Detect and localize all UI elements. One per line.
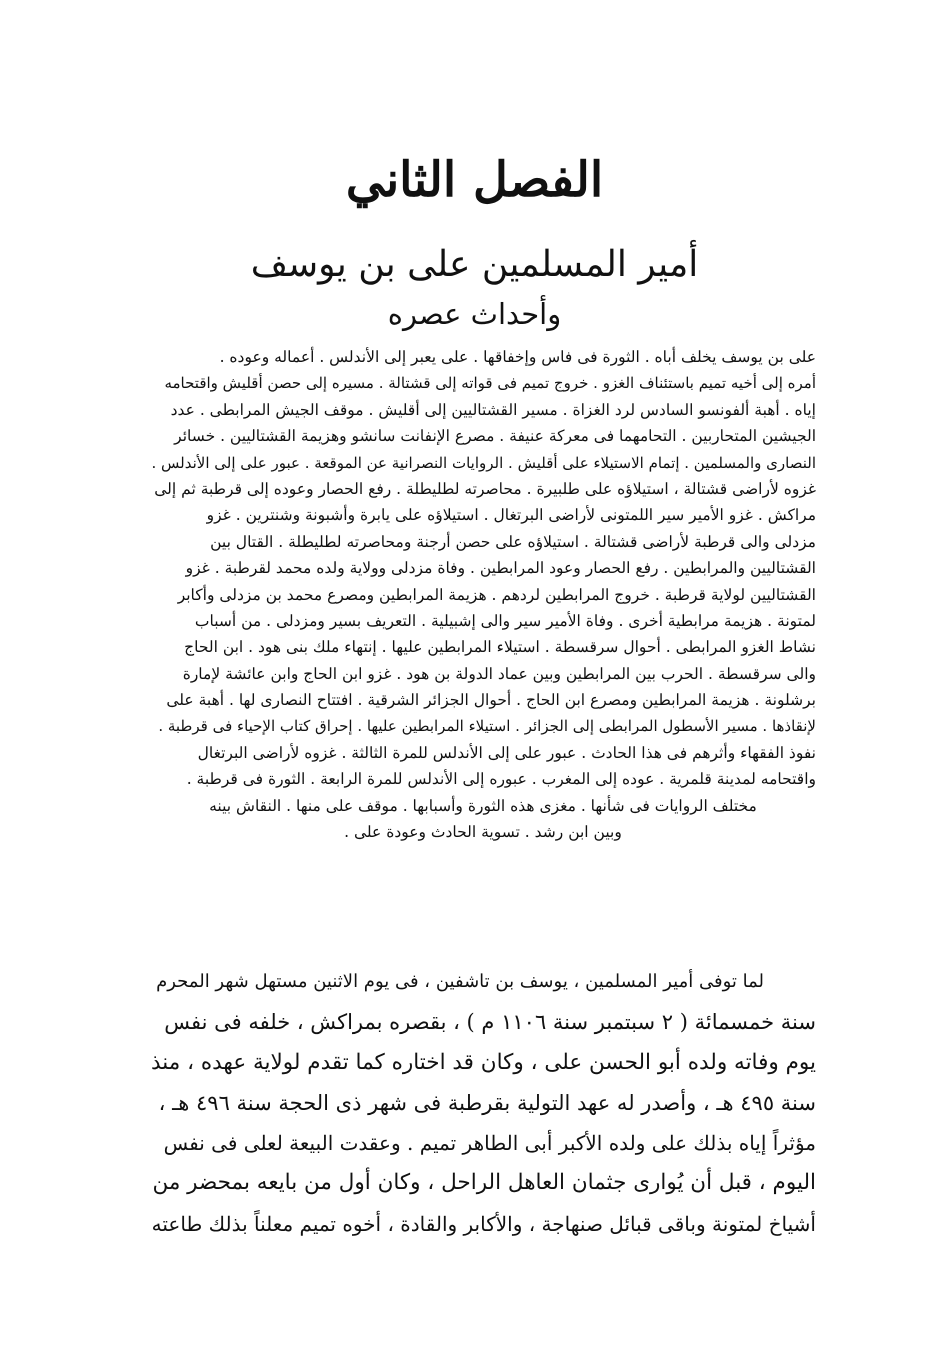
summary-line: برشلونة . هزيمة المرابطين ومصرع ابن الحاج . أحوال الجزائر الشرقية . افتتاح النصارى لها . أهبة على [166, 691, 816, 710]
summary-line: أمره إلى أخيه تميم باستئناف الغزو . خروج تميم فى قواته إلى قشتالة . مسيره إلى حصن أقليش واقتحامه [164, 374, 816, 393]
body-paragraph [150, 962, 816, 1244]
body-line: يوم وفاته ولده أبو الحسن على ، وكان قد اختاره كما تقدم لولاية عهده ، منذ [150, 1049, 816, 1075]
body-line: مؤثراً إياه بذلك على ولده الأكبر أبى الطاهر تميم . وعقدت البيعة لعلى فى نفس [163, 1131, 816, 1156]
body-line: سنة خمسمائة ( ٢ سبتمبر سنة ١١٠٦ م ) ، بقصره بمراكش ، خلفه فى نفس [164, 1010, 816, 1035]
summary-line: نشاط الغزو المرابطى . أحوال سرقسطة . استيلاء المرابطين عليها . إنتهاء ملك بنى هود . ابن الحاج [184, 638, 816, 657]
body-line: لما توفى أمير المسلمين ، يوسف بن تاشفين ، فى يوم الاثنين مستهل شهر المحرم [156, 971, 764, 992]
summary-line: لإنقاذها . مسير الأسطول المرابطى إلى الجزائر . استيلاء المرابطين عليها . إحراق كتاب الإحياء فى قرطبة . [158, 717, 816, 736]
chapter-title: الفصل الثاني [345, 152, 604, 208]
body-line: اليوم ، قبل أن يُوارى جثمان العاهل الراحل ، وكان أول من بايعه بمحضر من [152, 1170, 816, 1196]
summary-line: نفوذ الفقهاء وأثرهم فى هذا الحادث . عبور على إلى الأندلس للمرة الثالثة . غزوه لأراضى البرتغال [197, 743, 816, 762]
summary-line: واقتحامه لمدينة قلمرية . عوده إلى المغرب . عبوره إلى الأندلس للمرة الرابعة . الثورة فى قرطبة . [186, 770, 816, 789]
page-subtitle: وأحداث عصره [387, 297, 562, 331]
chapter-summary [150, 344, 816, 845]
summary-line: لمتونة . هزيمة مرابطية أخرى . وفاة الأمير سير والى إشبيلية . التعريف بسير ومزدلى . من أسباب [194, 611, 816, 630]
body-line: أشياخ لمتونة وباقى قبائل صنهاجة ، والأكابر والقادة ، أخوه تميم معلناً بذلك طاعته [151, 1211, 816, 1236]
body-line: سنة ٤٩٥ هـ ، وأصدر له عهد التولية بقرطبة فى شهر ذى الحجة سنة ٤٩٦ هـ ، [158, 1090, 816, 1115]
summary-line: مزدلى والى قرطبة لأراضى قشتالة . استيلاؤه على حصن أرجنة ومحاصرته لطليطلة . القتال بين [210, 532, 816, 551]
summary-line: وبين ابن رشد . تسوية الحادث وعودة على . [344, 823, 622, 842]
summary-line: مراكش . غزو الأمير سير اللمتونى لأراضى البرتغال . استيلاؤه على يابرة وأشبونة وشنترين . غزو [206, 506, 816, 525]
page-title: أمير المسلمين على بن يوسف [250, 244, 699, 285]
summary-line: القشتاليين لولاية قرطبة . خروج المرابطين لردهم . هزيمة المرابطين ومصرع محمد بن مزدلى وأكابر [177, 585, 816, 604]
summary-line: غزوه لأراضى قشتالة ، استيلاؤه على طلبيرة . محاصرته لطليطلة . رفع الحصار وعوده إلى قرطبة ثم إلى [154, 479, 816, 498]
summary-line: على بن يوسف يخلف أباه . الثورة فى فاس وإخفاقها . على يعبر إلى الأندلس . أعماله وعوده . [219, 348, 816, 366]
summary-line: الجيشين المتحاربين . التحامهما فى معركة عنيفة . مصرع الإنفانت سانشو وهزيمة القشتاليين . خسائر [174, 427, 816, 446]
summary-line: القشتاليين والمرابطين . رفع الحصار وعود المرابطين . وفاة مزدلى وولاية ولده محمد لقرطبة . غزو [185, 559, 816, 578]
summary-line: مختلف الروايات فى شأنها . مغزى هذه الثورة وأسبابها . موقف على منها . النقاش بينه [209, 796, 757, 815]
summary-line: والى سرقسطة . الحرب بين المرابطين وبين عماد الدولة بن هود . غزو ابن الحاج وابن عائشة لإمارة [182, 664, 816, 683]
summary-line: إياه . أهبة ألفونسو السادس لرد الغزاة . مسير القشتاليين إلى أقليش . موقف الجيش المرابطى . عدد [170, 400, 816, 419]
summary-line: النصارى والمسلمين . إتمام الاستيلاء على أقليش . الروايات النصرانية عن الموقعة . عبور على إلى الأندلس . [151, 453, 816, 472]
